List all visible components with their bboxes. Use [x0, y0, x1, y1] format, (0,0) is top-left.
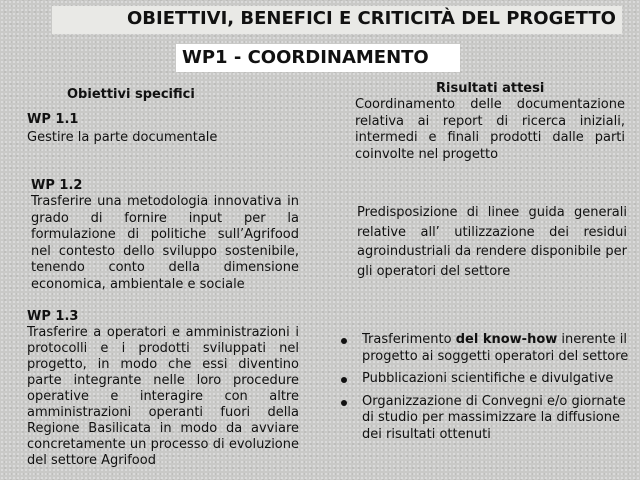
wp-title: WP1 - COORDINAMENTO	[182, 47, 429, 68]
wp12-label: WP 1.2	[31, 178, 83, 193]
result-item: Trasferimento del know-how inerente il progetto ai soggetti operatori del settore	[338, 332, 630, 365]
wp13-label: WP 1.3	[27, 309, 79, 324]
results-heading: Risultati attesi	[436, 81, 545, 96]
results-list	[338, 332, 630, 449]
wp11-objective: Gestire la parte documentale	[27, 130, 218, 145]
result-item: Pubblicazioni scientifiche e divulgative	[338, 371, 630, 388]
slide-title: OBIETTIVI, BENEFICI E CRITICITÀ DEL PROGETTO	[127, 8, 616, 29]
wp12-objective: Trasferire una metodologia innovativa in grado di fornire input per la formulazione di politiche sull’Agrifood nel contesto dello sviluppo sostenibile, tenendo conto della dimensione economica, ambientale e sociale	[31, 194, 299, 292]
wp12-result: Predisposizione di linee guida generali relative all’ utilizzazione dei residui agroindustriali da rendere disponibile per gli operatori del settore	[357, 205, 627, 279]
wp13-objective: Trasferire a operatori e amministrazioni i protocolli e i prodotti sviluppati nel progetto, in modo che essi diventino parte integrante nelle loro procedure operative e interagire con altre amministrazioni operanti fuori della Regione Basilicata in modo da avviare concretamente un processo di evoluzione del settore Agrifood	[27, 325, 299, 468]
result-item: Organizzazione di Convegni e/o giornate di studio per massimizzare la diffusione dei risultati ottenuti	[338, 394, 630, 444]
wp11-result: Coordinamento delle documentazione relativa ai report di ricerca iniziali, intermedi e finali prodotti dalle parti coinvolte nel progetto	[355, 97, 625, 162]
wp11-label: WP 1.1	[27, 112, 79, 127]
objectives-heading: Obiettivi specifici	[67, 87, 195, 102]
